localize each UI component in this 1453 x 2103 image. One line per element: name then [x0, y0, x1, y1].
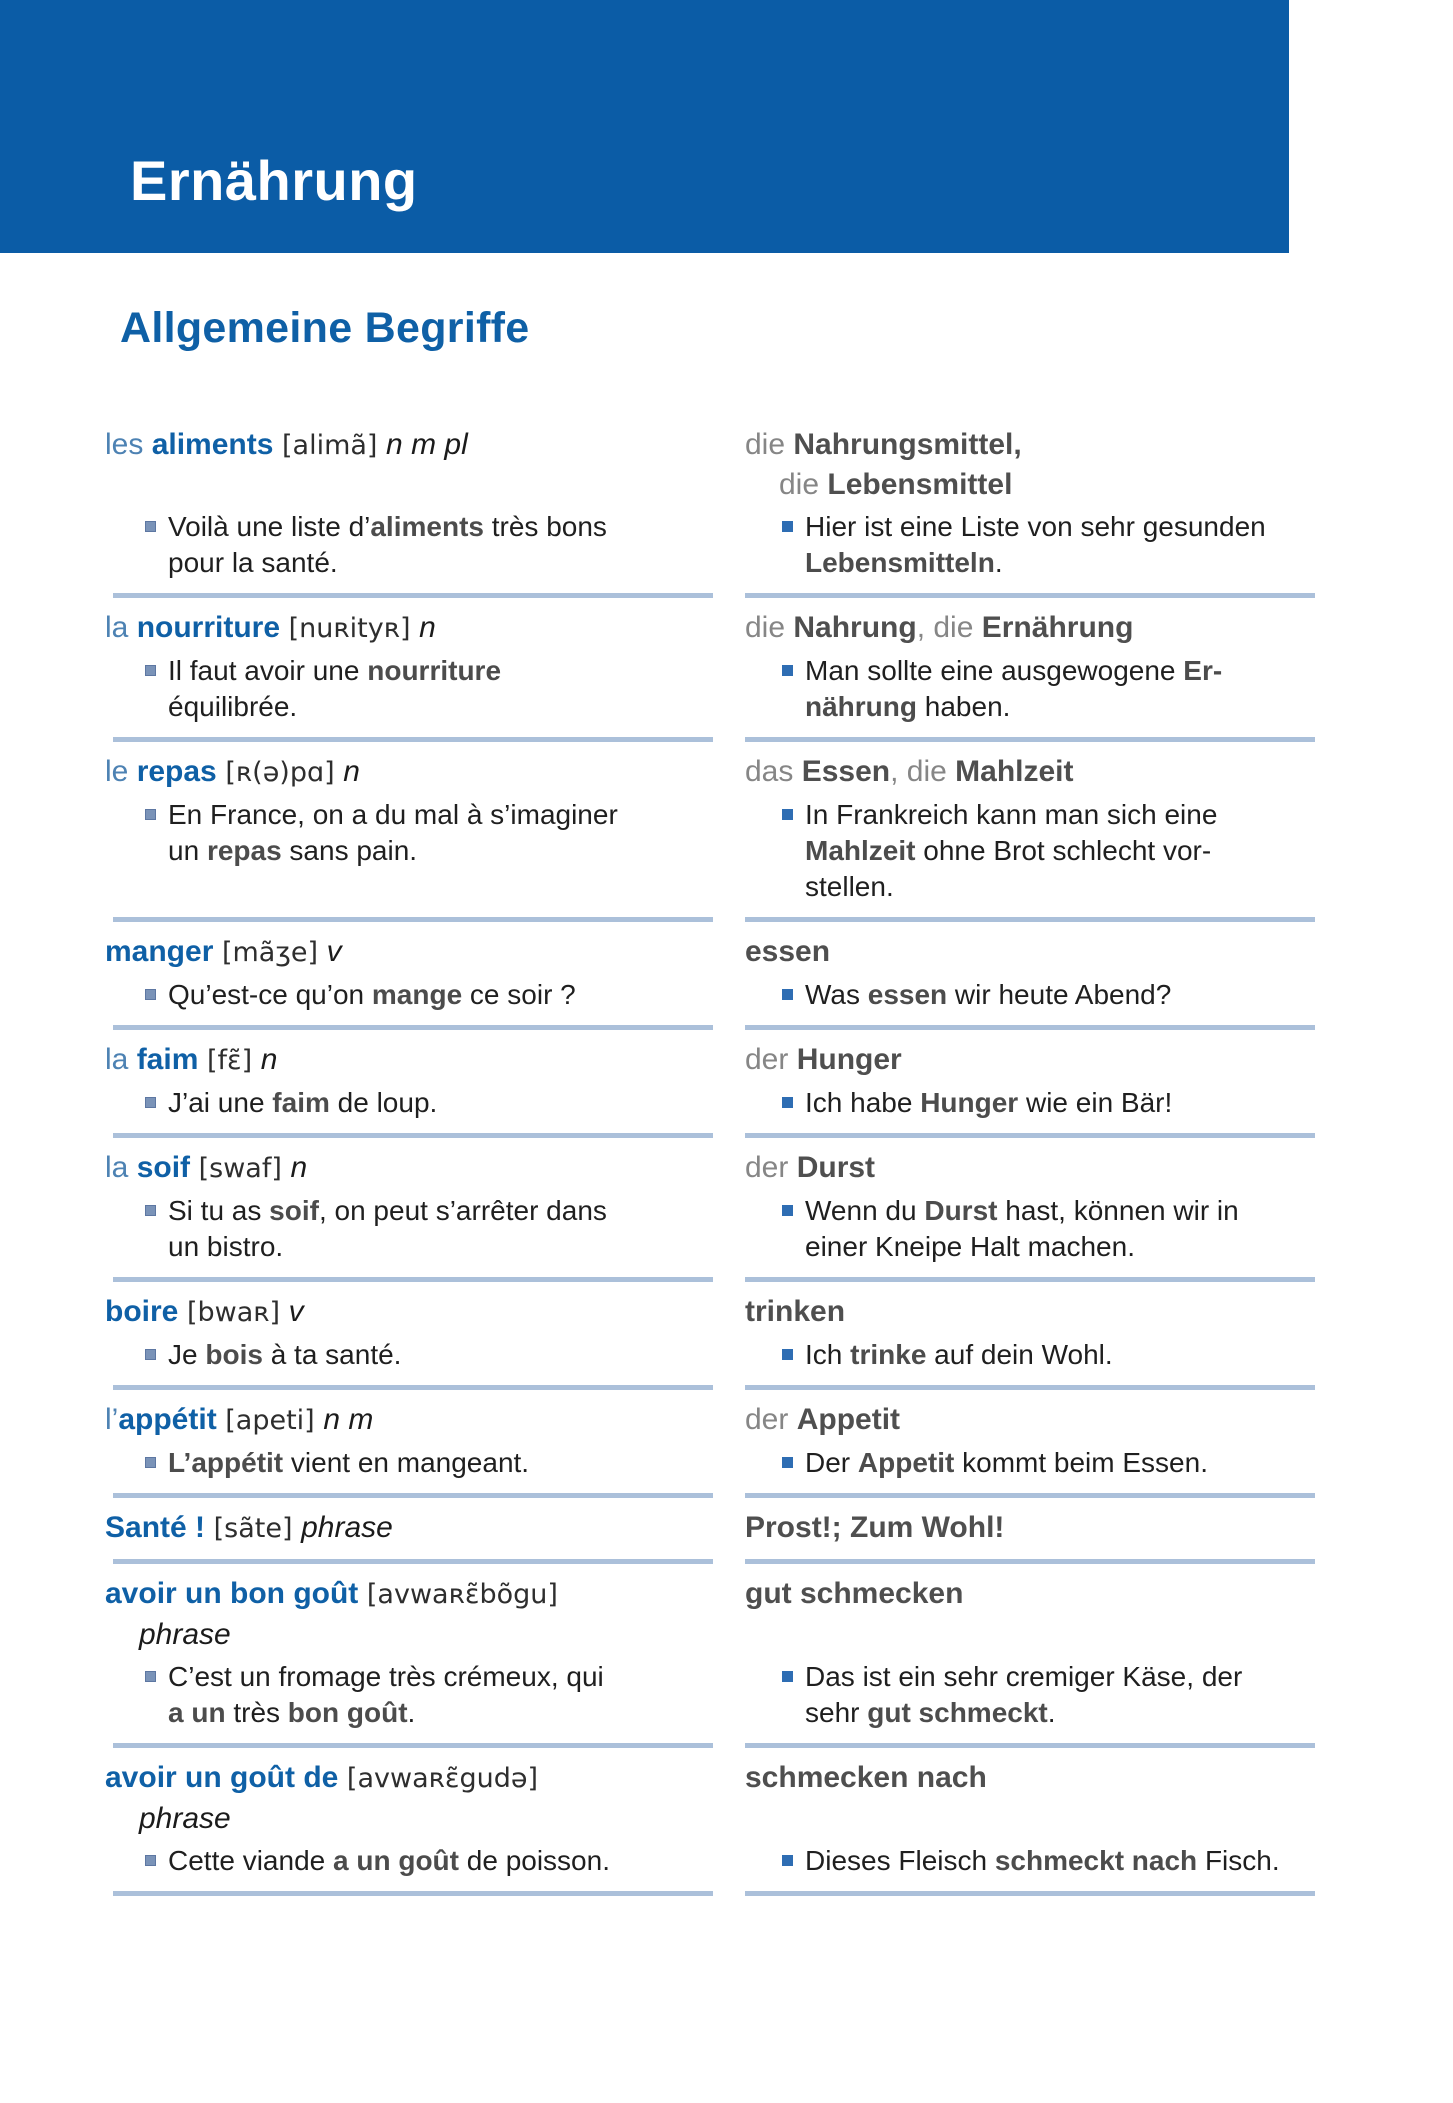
fr-headword — [105, 1138, 713, 1189]
de-example — [745, 1655, 1315, 1743]
phonetic-transcription: [sãte] — [205, 1513, 302, 1544]
example-keyword-run: Appetit — [857, 1447, 955, 1478]
part-of-speech-label: n — [290, 1151, 308, 1184]
section-heading: Allgemeine Begriffe — [120, 304, 530, 352]
phonetic-transcription: [mãʒe] — [213, 937, 327, 968]
bullet-square-icon — [145, 989, 156, 1000]
headword-line — [105, 1508, 713, 1549]
headword-keyword: Nahrung — [793, 611, 917, 644]
example-text-run: ohne Brot schlecht vor- — [915, 835, 1212, 866]
example-text-run: wir heute Abend? — [947, 979, 1172, 1010]
bullet-square-icon — [782, 1457, 793, 1468]
example-text — [168, 1659, 604, 1731]
de-headword — [745, 742, 1315, 792]
bullet-square-icon — [145, 521, 156, 532]
headword-article: les — [105, 428, 152, 461]
headword-keyword: schmecken nach — [745, 1761, 987, 1794]
example-text-run: haben. — [917, 691, 1011, 722]
headword-line — [745, 1758, 1315, 1798]
example-text — [805, 1193, 1239, 1265]
column-divider — [113, 1891, 713, 1896]
headword-keyword: gut schmecken — [745, 1577, 964, 1610]
example-text — [805, 509, 1266, 581]
headword-keyword: faim — [136, 1043, 199, 1076]
de-headword — [745, 1498, 1315, 1548]
example-text — [168, 1337, 401, 1373]
example-text-run: kommt beim Essen. — [954, 1447, 1208, 1478]
part-of-speech-label: v — [326, 935, 342, 968]
example-text-run: Man sollte eine ausgewogene — [805, 655, 1184, 686]
bullet-square-icon — [145, 1205, 156, 1216]
example-text-run: Wenn du — [805, 1195, 925, 1226]
headword-keyword: Hunger — [796, 1043, 902, 1076]
fr-example — [105, 649, 713, 737]
part-of-speech-label: n — [260, 1043, 278, 1076]
headword-article: der — [745, 1403, 797, 1436]
bullet-square-icon — [145, 809, 156, 820]
headword-keyword: essen — [745, 935, 831, 968]
fr-headword — [105, 1030, 713, 1081]
headword-line — [745, 752, 1315, 792]
headword-line — [745, 1040, 1315, 1080]
example-text-run: , on peut s’arrêter dans — [318, 1195, 607, 1226]
fr-headword — [105, 1748, 713, 1839]
headword-line — [105, 1758, 713, 1799]
example-text — [805, 1659, 1242, 1731]
headword-line — [745, 1292, 1315, 1332]
phonetic-transcription: [avwaʀɛ̃bõgu] — [358, 1579, 558, 1610]
headword-line — [745, 425, 1315, 465]
de-example — [745, 973, 1315, 1025]
fr-headword — [105, 598, 713, 649]
de-example — [745, 1549, 1315, 1559]
phonetic-transcription: [swaf] — [190, 1153, 291, 1184]
example-text-run: . — [994, 547, 1003, 578]
bullet-square-icon — [782, 665, 793, 676]
de-headword — [745, 922, 1315, 972]
bullet-square-icon — [782, 521, 793, 532]
phonetic-transcription: [bwaʀ] — [178, 1297, 289, 1328]
de-example — [745, 1189, 1315, 1277]
headword-keyword: repas — [136, 755, 217, 788]
bullet-square-icon — [145, 1855, 156, 1866]
example-keyword-run: bon goût — [287, 1697, 408, 1728]
example-text-run: à ta santé. — [262, 1339, 402, 1370]
column-divider — [745, 1891, 1315, 1896]
example-keyword-run: Mahlzeit — [805, 835, 916, 866]
example-text — [805, 797, 1217, 905]
example-text-run: Was — [805, 979, 868, 1010]
phonetic-transcription: [fɛ̃] — [198, 1045, 261, 1076]
example-keyword-run: L’appétit — [168, 1447, 284, 1478]
headword-keyword: Nahrungsmittel, — [793, 428, 1022, 461]
example-keyword-run: a un — [168, 1697, 226, 1728]
de-example — [745, 1081, 1315, 1133]
headword-article: la — [105, 1151, 137, 1184]
de-example — [745, 1839, 1315, 1891]
example-text-run: stellen. — [805, 871, 894, 902]
example-keyword-run: gut schmeckt — [867, 1697, 1048, 1728]
headword-article: der — [745, 1151, 797, 1184]
fr-example — [105, 1081, 713, 1133]
headword-line — [745, 1508, 1315, 1548]
bullet-square-icon — [782, 1349, 793, 1360]
headword-keyword: Prost!; Zum Wohl! — [745, 1511, 1005, 1544]
de-headword — [745, 1282, 1315, 1332]
headword-keyword: Appetit — [796, 1403, 901, 1436]
example-text-run: un — [168, 835, 207, 866]
phonetic-transcription: [ʀ(ə)pɑ] — [216, 757, 344, 788]
headword-article: die — [745, 611, 794, 644]
headword-keyword: Ernährung — [981, 611, 1134, 644]
example-text-run: einer Kneipe Halt machen. — [805, 1231, 1135, 1262]
headword-keyword: nourriture — [136, 611, 281, 644]
headword-article: , die — [916, 611, 982, 644]
headword-line — [105, 1148, 713, 1189]
headword-keyword: avoir un goût de — [105, 1761, 339, 1794]
vocabulary-entries-grid — [105, 415, 1453, 1896]
headword-article: der — [745, 1043, 797, 1076]
example-keyword-run: Durst — [924, 1195, 998, 1226]
headword-line — [105, 1574, 713, 1615]
fr-example — [105, 1549, 713, 1559]
example-text-run: . — [407, 1697, 416, 1728]
headword-line — [745, 932, 1315, 972]
headword-keyword: boire — [105, 1295, 179, 1328]
part-of-speech-label: n — [343, 755, 360, 788]
example-keyword-run: schmeckt nach — [994, 1845, 1198, 1876]
headword-article: la — [105, 611, 137, 644]
headword-line — [745, 1400, 1315, 1440]
de-example — [745, 1333, 1315, 1385]
headword-keyword: aliments — [151, 428, 274, 461]
example-text-run: Il faut avoir une — [168, 655, 368, 686]
example-text-run: . — [1047, 1697, 1056, 1728]
headword-article: die — [745, 428, 794, 461]
example-keyword-run: Hunger — [920, 1087, 1019, 1118]
headword-line — [745, 608, 1315, 648]
headword-keyword: avoir un bon goût — [105, 1577, 359, 1610]
headword-keyword: Lebensmittel — [827, 468, 1013, 501]
fr-headword — [105, 1498, 713, 1549]
headword-article: l’ — [105, 1403, 119, 1436]
bullet-square-icon — [782, 1671, 793, 1682]
bullet-square-icon — [145, 1097, 156, 1108]
example-keyword-run: repas — [206, 835, 282, 866]
example-text — [168, 653, 501, 725]
part-of-speech-label: n m — [323, 1403, 374, 1436]
headword-article: , die — [890, 755, 956, 788]
example-keyword-run: a un goût — [333, 1845, 459, 1876]
part-of-speech-label: v — [288, 1295, 304, 1328]
headword-article: le — [105, 755, 137, 788]
phonetic-transcription: [alimã] — [273, 430, 387, 461]
page-title: Ernährung — [130, 149, 418, 212]
part-of-speech-label: phrase — [139, 1802, 231, 1835]
example-keyword-run: trinke — [850, 1339, 927, 1370]
example-keyword-run: faim — [272, 1087, 330, 1118]
example-text-run: un bistro. — [168, 1231, 284, 1262]
example-text — [805, 1337, 1113, 1373]
example-text — [805, 653, 1222, 725]
fr-headword — [105, 1564, 713, 1655]
example-text — [168, 1843, 610, 1879]
de-example — [745, 793, 1315, 917]
headword-line — [745, 465, 1315, 505]
headword-article: das — [745, 755, 802, 788]
fr-headword — [105, 742, 713, 793]
headword-line — [105, 752, 713, 793]
headword-line — [105, 608, 713, 649]
example-text — [168, 1085, 437, 1121]
bullet-square-icon — [782, 989, 793, 1000]
example-text-run: C’est un fromage très crémeux, qui — [168, 1661, 604, 1692]
example-text — [168, 509, 607, 581]
phonetic-transcription: [apeti] — [216, 1405, 324, 1436]
example-text-run: Ich — [805, 1339, 851, 1370]
headword-keyword: soif — [136, 1151, 191, 1184]
example-text — [168, 797, 618, 869]
de-example — [745, 1441, 1315, 1493]
example-text — [168, 1445, 529, 1481]
de-headword — [745, 1138, 1315, 1188]
bullet-square-icon — [782, 1855, 793, 1866]
fr-example — [105, 1441, 713, 1493]
example-text-run: hast, können wir in — [997, 1195, 1239, 1226]
part-of-speech-label: n — [419, 611, 436, 644]
example-keyword-run: Er- — [1183, 655, 1223, 686]
headword-line — [745, 1574, 1315, 1614]
example-keyword-run: mange — [371, 979, 463, 1010]
example-text-run: Qu’est-ce qu’on — [168, 979, 372, 1010]
de-headword — [745, 1390, 1315, 1440]
headword-line — [105, 1292, 713, 1333]
example-text-run: Je — [168, 1339, 206, 1370]
example-keyword-run: bois — [205, 1339, 263, 1370]
example-text-run: Cette viande — [168, 1845, 333, 1876]
headword-keyword: appétit — [118, 1403, 217, 1436]
chapter-header-band — [0, 0, 1289, 253]
part-of-speech-label: phrase — [301, 1511, 393, 1544]
example-text-run: En France, on a du mal à s’imaginer — [168, 799, 618, 830]
fr-headword — [105, 415, 713, 466]
example-text-run: In Frankreich kann man sich eine — [805, 799, 1218, 830]
example-text — [805, 1843, 1280, 1879]
example-keyword-run: aliments — [370, 511, 484, 542]
example-text-run: sans pain. — [281, 835, 418, 866]
example-text-run: très — [225, 1697, 288, 1728]
example-text-run: très bons — [483, 511, 607, 542]
phonetic-transcription: [avwaʀɛ̃gudə] — [338, 1763, 539, 1794]
example-text-run: auf dein Wohl. — [926, 1339, 1113, 1370]
example-text-run: Dieses Fleisch — [805, 1845, 995, 1876]
example-text — [168, 977, 576, 1013]
headword-line — [105, 1615, 713, 1655]
example-keyword-run: nourriture — [367, 655, 502, 686]
headword-line — [105, 1799, 713, 1839]
bullet-square-icon — [145, 665, 156, 676]
de-headword — [745, 1030, 1315, 1080]
example-text — [805, 977, 1171, 1013]
fr-example — [105, 505, 713, 593]
fr-example — [105, 793, 713, 881]
example-text-run: Si tu as — [168, 1195, 270, 1226]
headword-keyword: trinken — [745, 1295, 846, 1328]
example-text-run: vient en mangeant. — [283, 1447, 530, 1478]
headword-keyword: Essen — [801, 755, 891, 788]
example-text-run: wie ein Bär! — [1018, 1087, 1173, 1118]
example-text-run: Der — [805, 1447, 858, 1478]
example-text — [805, 1445, 1208, 1481]
example-text-run: de loup. — [329, 1087, 438, 1118]
de-example — [745, 649, 1315, 737]
de-headword — [745, 415, 1315, 505]
part-of-speech-label: n m pl — [386, 428, 468, 461]
example-text — [168, 1193, 607, 1265]
example-text-run: J’ai une — [168, 1087, 273, 1118]
example-text — [805, 1085, 1172, 1121]
bullet-square-icon — [145, 1349, 156, 1360]
fr-example — [105, 1189, 713, 1277]
example-text-run: Das ist ein sehr cremiger Käse, der — [805, 1661, 1243, 1692]
example-text-run: Ich habe — [805, 1087, 921, 1118]
fr-example — [105, 973, 713, 1025]
headword-line — [105, 1040, 713, 1081]
example-text-run: pour la santé. — [168, 547, 338, 578]
fr-headword — [105, 1282, 713, 1333]
fr-example — [105, 1839, 713, 1891]
de-example — [745, 505, 1315, 593]
de-headword — [745, 598, 1315, 648]
bullet-square-icon — [145, 1671, 156, 1682]
example-text-run: de poisson. — [458, 1845, 610, 1876]
phonetic-transcription: [nuʀityʀ] — [280, 613, 420, 644]
headword-keyword: Durst — [796, 1151, 876, 1184]
headword-article: la — [105, 1043, 137, 1076]
example-keyword-run: Lebensmitteln — [805, 547, 995, 578]
bullet-square-icon — [782, 1205, 793, 1216]
bullet-square-icon — [145, 1457, 156, 1468]
example-text-run: ce soir ? — [462, 979, 576, 1010]
headword-line — [745, 1148, 1315, 1188]
bullet-square-icon — [782, 809, 793, 820]
de-headword — [745, 1564, 1315, 1614]
part-of-speech-label: phrase — [139, 1618, 231, 1651]
headword-article: die — [779, 468, 828, 501]
fr-example — [105, 1333, 713, 1385]
example-text-run: Voilà une liste d’ — [168, 511, 371, 542]
headword-line — [105, 425, 713, 466]
example-keyword-run: soif — [269, 1195, 319, 1226]
example-keyword-run: essen — [867, 979, 948, 1010]
fr-headword — [105, 922, 713, 973]
example-text-run: Hier ist eine Liste von sehr gesunden — [805, 511, 1266, 542]
headword-line — [105, 1400, 713, 1441]
headword-keyword: Mahlzeit — [955, 755, 1074, 788]
example-text-run: Fisch. — [1197, 1845, 1280, 1876]
de-headword — [745, 1748, 1315, 1798]
fr-example — [105, 1655, 713, 1743]
fr-headword — [105, 1390, 713, 1441]
example-text-run: sehr — [805, 1697, 868, 1728]
headword-keyword: Santé ! — [105, 1511, 206, 1544]
headword-line — [105, 932, 713, 973]
example-keyword-run: nährung — [805, 691, 917, 722]
bullet-square-icon — [782, 1097, 793, 1108]
headword-keyword: manger — [105, 935, 214, 968]
example-text-run: équilibrée. — [168, 691, 298, 722]
